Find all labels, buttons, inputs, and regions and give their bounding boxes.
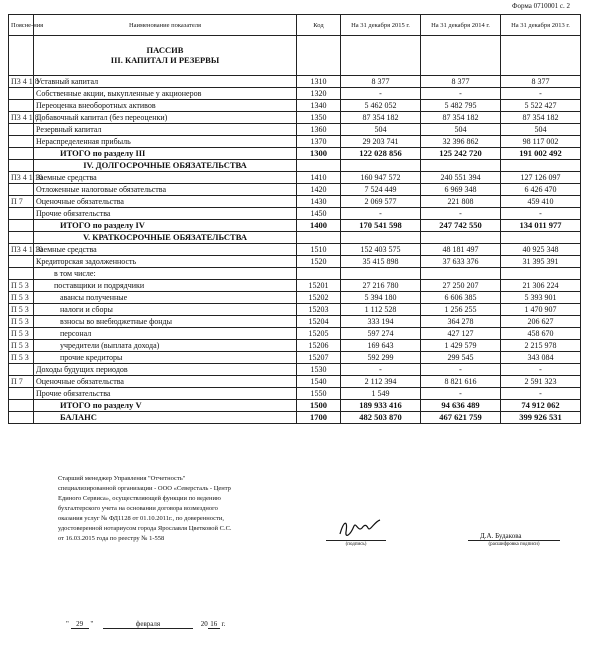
date-year-end: г. (221, 620, 226, 628)
date-month: февраля (103, 620, 193, 629)
value-2013-cell: 504 (501, 124, 581, 136)
name-cell: Заемные средства (34, 172, 297, 184)
section-title (34, 232, 297, 244)
value-2014-cell: 8 377 (421, 76, 501, 88)
note-cell: П 5 3 (9, 280, 34, 292)
table-row (9, 352, 581, 364)
value-2015-cell: 27 216 780 (341, 280, 421, 292)
note-cell: П 5 3 (9, 316, 34, 328)
value-2015-cell: 597 274 (341, 328, 421, 340)
section-title (34, 160, 297, 172)
table-row (9, 316, 581, 328)
signatory-text-line: бухгалтерского учета на основании договора возмездного (58, 505, 218, 512)
code-cell: 1300 (297, 148, 341, 160)
code-cell: 15207 (297, 352, 341, 364)
signatory-text (58, 474, 348, 544)
empty-cell (297, 36, 341, 76)
value-2013-cell: - (501, 364, 581, 376)
name-cell: Доходы будущих периодов (34, 364, 297, 376)
value-2013-cell: 459 410 (501, 196, 581, 208)
note-cell (9, 184, 34, 196)
value-2014-cell: - (421, 388, 501, 400)
note-cell: П 7 (9, 376, 34, 388)
table-row (9, 196, 581, 208)
value-2013-cell: 399 926 531 (501, 412, 581, 424)
code-cell: 1420 (297, 184, 341, 196)
total-row (9, 412, 581, 424)
note-cell: П3 4 1 10 (9, 244, 34, 256)
signature-mark (336, 514, 386, 542)
value-2013-cell: 206 627 (501, 316, 581, 328)
value-2014-cell: 6 969 348 (421, 184, 501, 196)
empty-cell (341, 160, 421, 172)
table-row (9, 112, 581, 124)
note-cell: П 7 (9, 196, 34, 208)
note-cell (9, 400, 34, 412)
signature-date (66, 620, 225, 629)
code-cell: 1550 (297, 388, 341, 400)
value-2015-cell: 189 933 416 (341, 400, 421, 412)
form-code: Форма 0710001 с. 2 (511, 2, 570, 10)
value-2015-cell: 5 394 180 (341, 292, 421, 304)
code-cell: 1530 (297, 364, 341, 376)
value-2015-cell: 504 (341, 124, 421, 136)
name-cell: ИТОГО по разделу V (34, 400, 297, 412)
empty-cell (501, 36, 581, 76)
date-day: 29 (71, 620, 89, 629)
code-cell: 1430 (297, 196, 341, 208)
value-2015-cell: 8 377 (341, 76, 421, 88)
value-2014-cell: 364 278 (421, 316, 501, 328)
note-cell (9, 136, 34, 148)
value-2015-cell: 169 643 (341, 340, 421, 352)
value-2015-cell: 160 947 572 (341, 172, 421, 184)
section-title-line: V. КРАТКОСРОЧНЫЕ ОБЯЗАТЕЛЬСТВА (83, 231, 247, 242)
table-row (9, 208, 581, 220)
value-2013-cell: 31 395 391 (501, 256, 581, 268)
name-cell: прочие кредиторы (34, 352, 297, 364)
value-2014-cell: 6 606 385 (421, 292, 501, 304)
table-row (9, 292, 581, 304)
code-cell: 15205 (297, 328, 341, 340)
code-cell: 15204 (297, 316, 341, 328)
signatory-block (58, 474, 348, 544)
name-cell: БАЛАНС (34, 412, 297, 424)
code-cell: 1700 (297, 412, 341, 424)
code-cell: 1310 (297, 76, 341, 88)
name-cell: учредители (выплата дохода) (34, 340, 297, 352)
header-code: Код (297, 15, 341, 36)
note-cell (9, 388, 34, 400)
table-row (9, 172, 581, 184)
code-cell: 1510 (297, 244, 341, 256)
value-2014-cell: 27 250 207 (421, 280, 501, 292)
value-2014-cell: - (421, 88, 501, 100)
table-row (9, 376, 581, 388)
table-row (9, 364, 581, 376)
name-cell: в том числе: (34, 268, 297, 280)
note-cell (9, 364, 34, 376)
value-2014-cell: 94 636 489 (421, 400, 501, 412)
value-2013-cell: 2 215 978 (501, 340, 581, 352)
table-row (9, 100, 581, 112)
name-cell: Добавочный капитал (без переоценки) (34, 112, 297, 124)
empty-cell (297, 232, 341, 244)
code-cell: 1340 (297, 100, 341, 112)
value-2014-cell: 1 429 579 (421, 340, 501, 352)
value-2013-cell: 87 354 182 (501, 112, 581, 124)
note-cell (9, 36, 34, 76)
note-cell: П3 4 1 8 (9, 76, 34, 88)
empty-cell (501, 160, 581, 172)
value-2015-cell: 1 549 (341, 388, 421, 400)
note-cell (9, 268, 34, 280)
value-2014-cell: 504 (421, 124, 501, 136)
section-header-row (9, 36, 581, 76)
value-2013-cell: - (501, 208, 581, 220)
value-2014-cell: 87 354 182 (421, 112, 501, 124)
name-cell: Кредиторская задолженность (34, 256, 297, 268)
code-cell: 1450 (297, 208, 341, 220)
name-cell: персонал (34, 328, 297, 340)
table-row (9, 388, 581, 400)
note-cell (9, 220, 34, 232)
signatory-text-line: Старший менеджер Управления "Отчетность" (58, 475, 186, 482)
value-2015-cell: 122 028 856 (341, 148, 421, 160)
value-2015-cell: 1 112 528 (341, 304, 421, 316)
empty-cell (297, 160, 341, 172)
value-2015-cell: 482 503 870 (341, 412, 421, 424)
signer-caption: (расшифровка подписи) (468, 540, 560, 547)
name-cell: Нераспределенная прибыль (34, 136, 297, 148)
value-2013-cell: 6 426 470 (501, 184, 581, 196)
balance-table (8, 14, 581, 424)
table-row (9, 124, 581, 136)
table-row (9, 88, 581, 100)
empty-cell (421, 160, 501, 172)
value-2015-cell: - (341, 364, 421, 376)
value-2014-cell: - (421, 364, 501, 376)
note-cell (9, 232, 34, 244)
value-2013-cell: - (501, 388, 581, 400)
signatory-text-line: от 16.03.2015 года по реестру № 1-558 (58, 535, 165, 542)
table-row (9, 244, 581, 256)
section-header-row (9, 232, 581, 244)
note-cell (9, 148, 34, 160)
value-2014-cell: 125 242 720 (421, 148, 501, 160)
table-row (9, 328, 581, 340)
value-2015-cell: 29 203 741 (341, 136, 421, 148)
value-2014-cell (421, 268, 501, 280)
code-cell: 15203 (297, 304, 341, 316)
value-2013-cell: 2 591 323 (501, 376, 581, 388)
value-2013-cell: 1 470 907 (501, 304, 581, 316)
value-2015-cell (341, 268, 421, 280)
value-2014-cell: 32 396 862 (421, 136, 501, 148)
note-cell (9, 256, 34, 268)
code-cell: 1500 (297, 400, 341, 412)
header-name: Наименование показателя (34, 15, 297, 36)
value-2015-cell: 592 299 (341, 352, 421, 364)
note-cell: П3 4 1 8 (9, 112, 34, 124)
code-cell (297, 268, 341, 280)
table-row (9, 76, 581, 88)
signatory-text-line: Единого Сервиса», осуществляющей функции по ведению (58, 495, 221, 502)
table-row (9, 256, 581, 268)
value-2013-cell: 5 393 901 (501, 292, 581, 304)
signatory-text-line: удостоверенной нотариусом города Ярославля Цветковой С.С. (58, 525, 232, 532)
signature-line: (подпись) (326, 540, 386, 547)
table-row (9, 280, 581, 292)
name-cell: Прочие обязательства (34, 208, 297, 220)
code-cell: 1350 (297, 112, 341, 124)
empty-cell (501, 232, 581, 244)
table-body (9, 36, 581, 424)
code-cell: 15206 (297, 340, 341, 352)
note-cell: П 5 3 (9, 352, 34, 364)
signatory-text-line: специализированной организации - ООО «Северсталь - Центр (58, 485, 231, 492)
note-cell (9, 160, 34, 172)
note-cell: П 5 3 (9, 328, 34, 340)
value-2013-cell: 21 306 224 (501, 280, 581, 292)
note-cell (9, 412, 34, 424)
table-row (9, 268, 581, 280)
name-cell: Переоценка внеоборотных активов (34, 100, 297, 112)
total-row (9, 220, 581, 232)
total-row (9, 400, 581, 412)
empty-cell (421, 232, 501, 244)
table-row (9, 184, 581, 196)
value-2015-cell: 2 069 577 (341, 196, 421, 208)
code-cell: 1360 (297, 124, 341, 136)
note-cell (9, 88, 34, 100)
section-header-row (9, 160, 581, 172)
note-cell (9, 100, 34, 112)
empty-cell (341, 36, 421, 76)
value-2014-cell: 48 181 497 (421, 244, 501, 256)
value-2013-cell: 191 002 492 (501, 148, 581, 160)
date-year-prefix: 20 (200, 620, 208, 628)
value-2014-cell: 467 621 759 (421, 412, 501, 424)
table-row (9, 304, 581, 316)
value-2013-cell (501, 268, 581, 280)
note-cell (9, 124, 34, 136)
note-cell: П 5 3 (9, 340, 34, 352)
value-2013-cell: 5 522 427 (501, 100, 581, 112)
name-cell: Оценочные обязательства (34, 196, 297, 208)
value-2015-cell: - (341, 88, 421, 100)
code-cell: 1320 (297, 88, 341, 100)
name-cell: Резервный капитал (34, 124, 297, 136)
value-2014-cell: 299 545 (421, 352, 501, 364)
table-row (9, 340, 581, 352)
code-cell: 1370 (297, 136, 341, 148)
date-open-quote: " (66, 620, 69, 628)
header-2015: На 31 декабря 2015 г. (341, 15, 421, 36)
value-2014-cell: 37 633 376 (421, 256, 501, 268)
name-cell: ИТОГО по разделу IV (34, 220, 297, 232)
value-2015-cell: 5 462 052 (341, 100, 421, 112)
value-2013-cell: - (501, 88, 581, 100)
code-cell: 1520 (297, 256, 341, 268)
date-year-suffix: 16 (208, 620, 220, 629)
section-subtitle-line: III. КАПИТАЛ И РЕЗЕРВЫ (110, 54, 220, 65)
note-cell: П3 4 1 10 (9, 172, 34, 184)
name-cell: поставщики и подрядчики (34, 280, 297, 292)
name-cell: Уставный капитал (34, 76, 297, 88)
total-row (9, 148, 581, 160)
value-2014-cell: - (421, 208, 501, 220)
code-cell: 15201 (297, 280, 341, 292)
value-2015-cell: 35 415 898 (341, 256, 421, 268)
header-2013: На 31 декабря 2013 г. (501, 15, 581, 36)
signer-name: Д.А. Будакова (480, 532, 522, 540)
value-2015-cell: 7 524 449 (341, 184, 421, 196)
header-2014: На 31 декабря 2014 г. (421, 15, 501, 36)
value-2014-cell: 5 482 795 (421, 100, 501, 112)
table-header (9, 15, 581, 36)
table-row (9, 136, 581, 148)
note-cell (9, 208, 34, 220)
value-2015-cell: 87 354 182 (341, 112, 421, 124)
name-cell: налоги и сборы (34, 304, 297, 316)
value-2015-cell: 333 194 (341, 316, 421, 328)
note-cell: П 5 3 (9, 292, 34, 304)
name-cell: Собственные акции, выкупленные у акционеров (34, 88, 297, 100)
value-2013-cell: 127 126 097 (501, 172, 581, 184)
value-2013-cell: 74 912 062 (501, 400, 581, 412)
name-cell: ИТОГО по разделу III (34, 148, 297, 160)
value-2013-cell: 98 117 002 (501, 136, 581, 148)
empty-cell (421, 36, 501, 76)
value-2015-cell: 170 541 598 (341, 220, 421, 232)
name-cell: Оценочные обязательства (34, 376, 297, 388)
value-2013-cell: 134 011 977 (501, 220, 581, 232)
value-2013-cell: 40 925 348 (501, 244, 581, 256)
signatory-text-line: оказания услуг № ФД1128 от 01.10.2011г., по доверенности, (58, 515, 224, 522)
header-note: Поясне-ния (9, 15, 34, 36)
value-2013-cell: 458 670 (501, 328, 581, 340)
code-cell: 1410 (297, 172, 341, 184)
name-cell: Отложенные налоговые обязательства (34, 184, 297, 196)
value-2015-cell: 152 403 575 (341, 244, 421, 256)
value-2014-cell: 221 808 (421, 196, 501, 208)
value-2014-cell: 247 742 550 (421, 220, 501, 232)
value-2013-cell: 8 377 (501, 76, 581, 88)
name-cell: Заемные средства (34, 244, 297, 256)
value-2014-cell: 427 127 (421, 328, 501, 340)
code-cell: 1540 (297, 376, 341, 388)
value-2015-cell: 2 112 394 (341, 376, 421, 388)
code-cell: 15202 (297, 292, 341, 304)
code-cell: 1400 (297, 220, 341, 232)
value-2014-cell: 240 551 394 (421, 172, 501, 184)
value-2015-cell: - (341, 208, 421, 220)
section-title-line: ПАССИВ (146, 45, 184, 55)
section-title (34, 36, 297, 76)
name-cell: Прочие обязательства (34, 388, 297, 400)
note-cell: П 5 3 (9, 304, 34, 316)
date-close-quote: " (90, 620, 94, 628)
value-2014-cell: 1 256 255 (421, 304, 501, 316)
empty-cell (341, 232, 421, 244)
section-title-line: IV. ДОЛГОСРОЧНЫЕ ОБЯЗАТЕЛЬСТВА (83, 159, 247, 170)
value-2014-cell: 8 821 616 (421, 376, 501, 388)
value-2013-cell: 343 084 (501, 352, 581, 364)
name-cell: авансы полученные (34, 292, 297, 304)
name-cell: взносы во внебюджетные фонды (34, 316, 297, 328)
